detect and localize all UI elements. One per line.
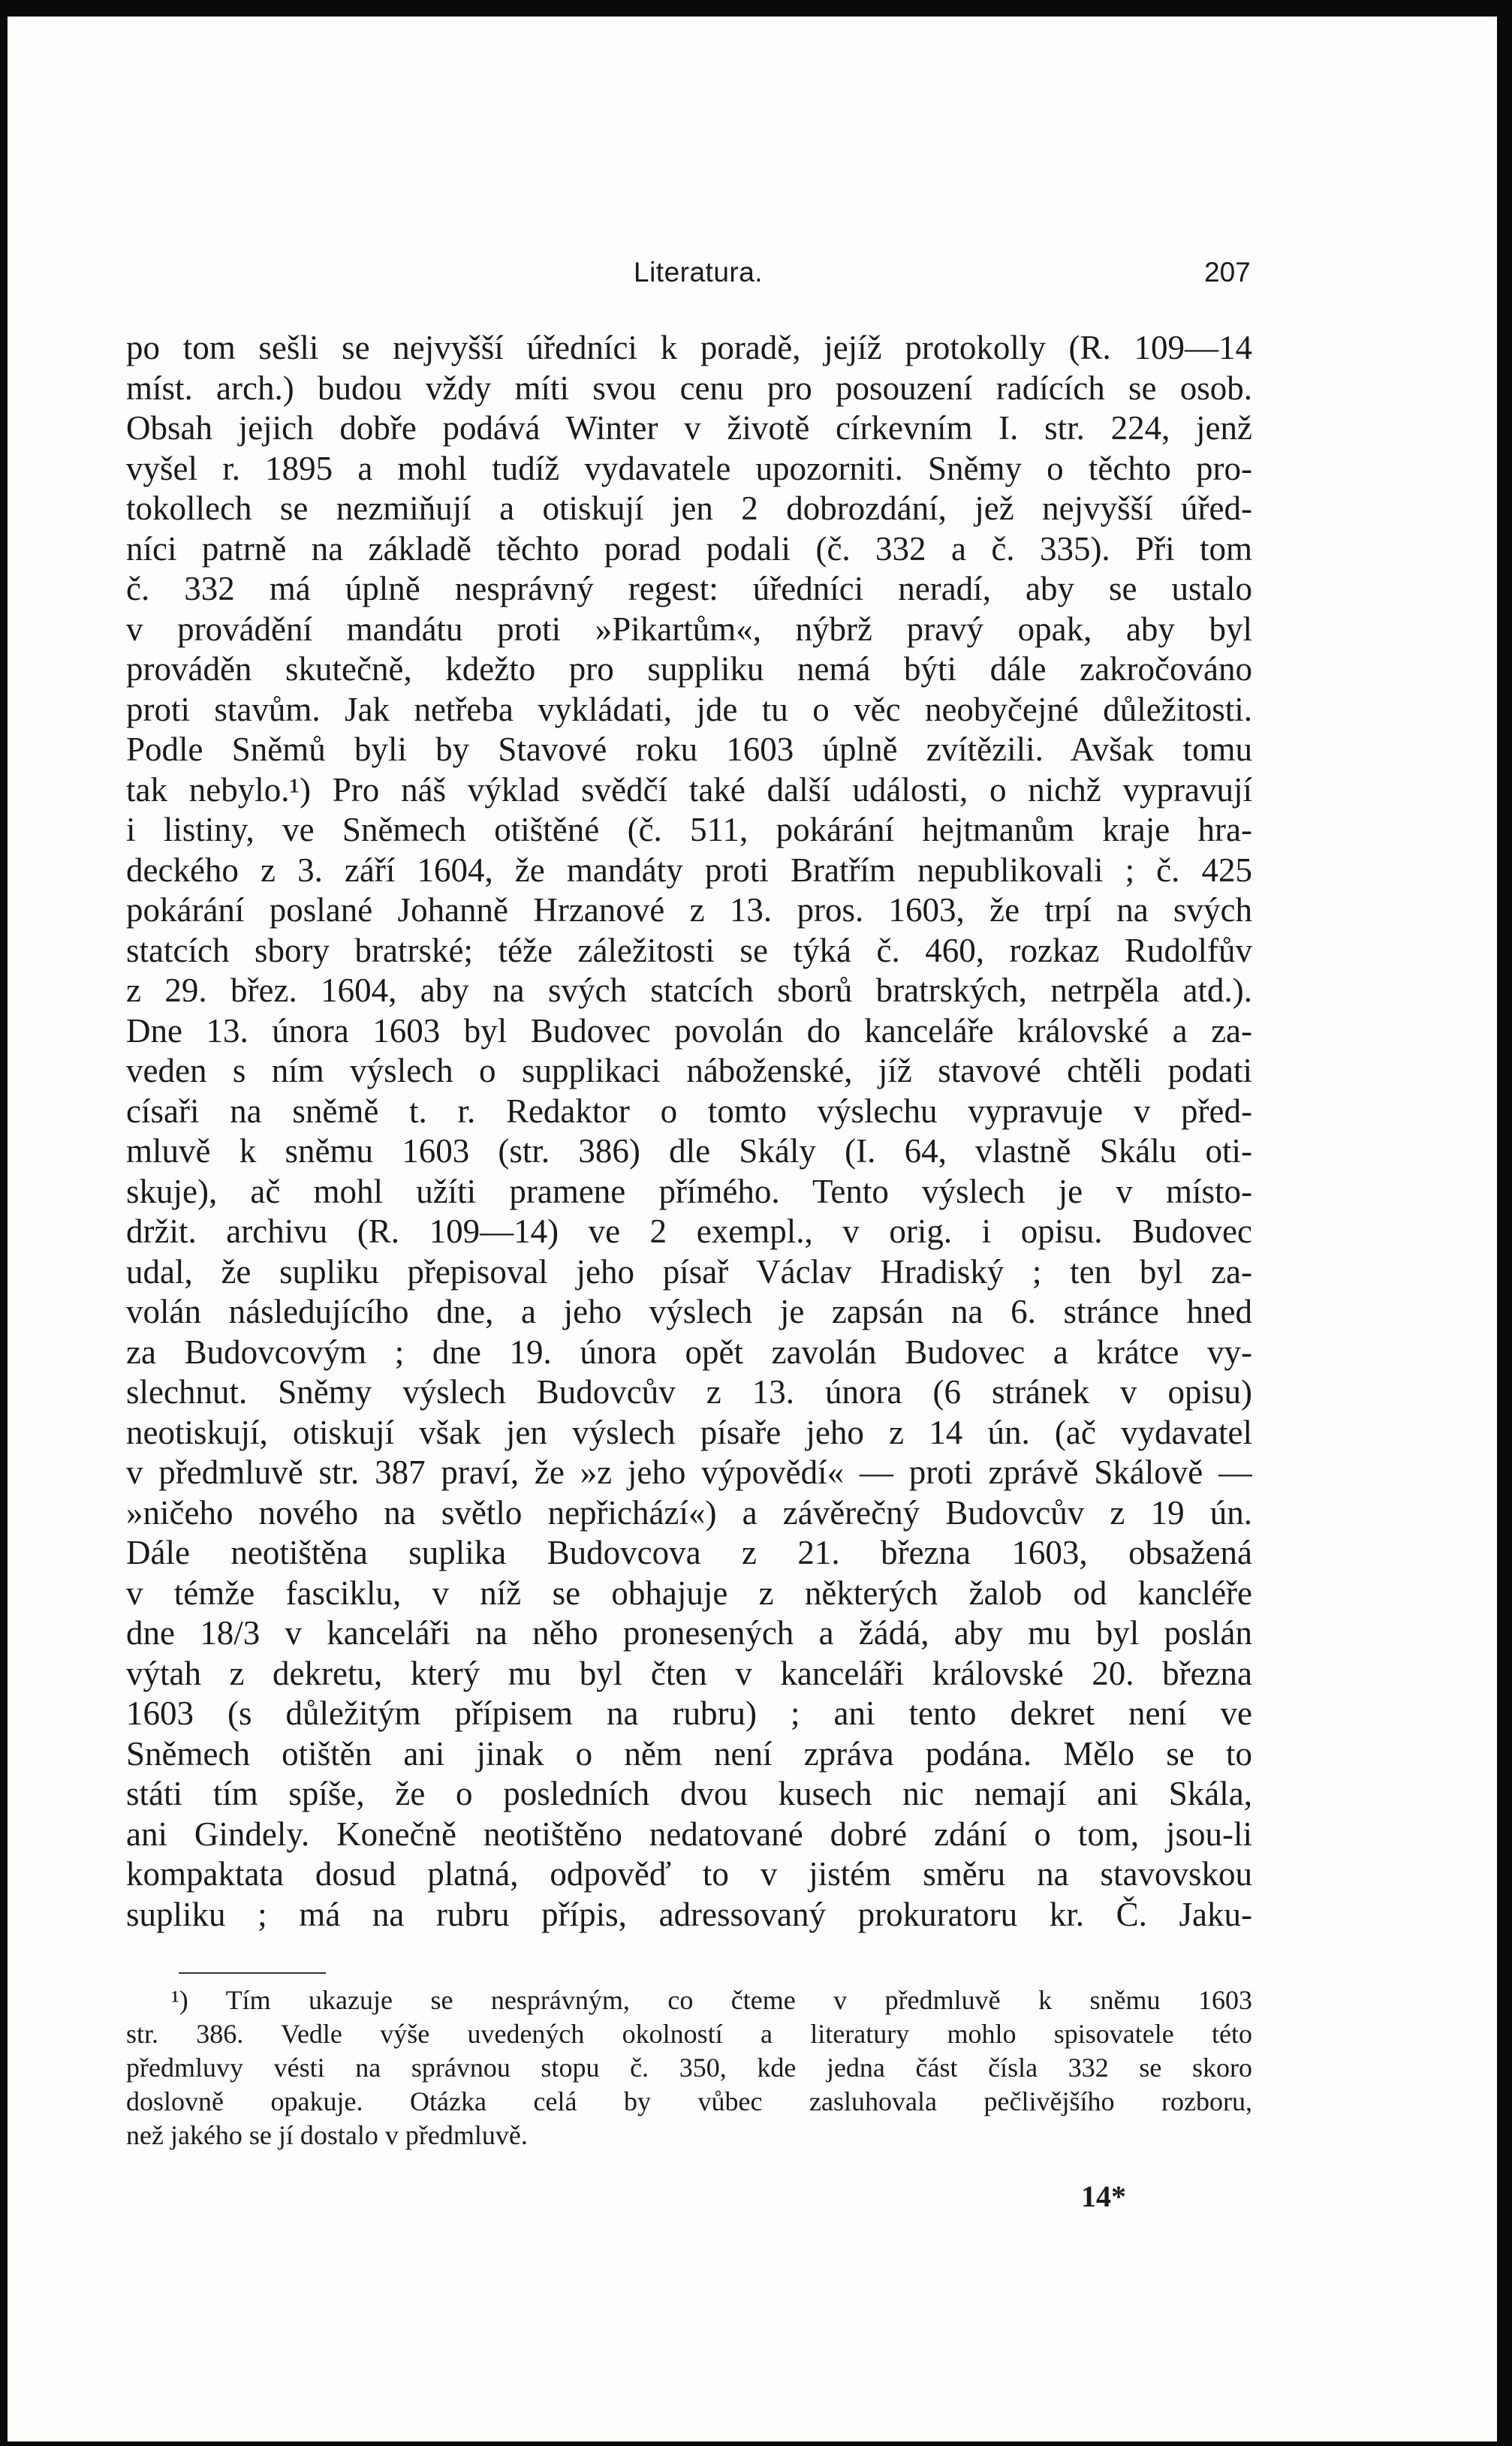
body-line: Dne 13. února 1603 byl Budovec povolán do kanceláře královské a za- — [126, 1011, 1252, 1050]
body-line: volán následujícího dne, a jeho výslech je zapsán na 6. stránce hned — [126, 1293, 1252, 1330]
body-line: č. 332 má úplně nesprávný regest: úředníci neradí, aby se ustalo — [126, 570, 1252, 607]
footnote-line: předmluvy vésti na správnou stopu č. 350, kde jedna část čísla 332 se skoro — [126, 2053, 1252, 2083]
body-line: v provádění mandátu proti »Pikartům«, nýbrž pravý opak, aby byl — [126, 610, 1252, 648]
body-line: za Budovcovým ; dne 19. února opět zavolán Budovec a krátce vy- — [126, 1333, 1252, 1371]
footnote-line: ¹) Tím ukazuje se nesprávným, co čteme v předmluvě k sněmu 1603 — [171, 1985, 1252, 2015]
body-line: z 29. břez. 1604, aby na svých statcích sborů bratrských, netrpěla atd.). — [126, 971, 1252, 1009]
body-line: ani Gindely. Konečně neotištěno nedatované dobré zdání o tom, jsou-li — [126, 1815, 1252, 1853]
footnote-line: než jakého se jí dostalo v předmluvě. — [126, 2120, 528, 2150]
footnote-line: doslovně opakuje. Otázka celá by vůbec zasluhovala pečlivějšího rozboru, — [126, 2086, 1252, 2116]
footnotes — [126, 1984, 1252, 2156]
body-line: tokollech se nezmiňují a otiskují jen 2 dobrozdání, jež nejvyšší úřed- — [126, 490, 1252, 527]
body-line: udal, že supliku přepisoval jeho písař Václav Hradiský ; ten byl za- — [126, 1252, 1252, 1291]
page-number: 207 — [1204, 257, 1251, 288]
footnote-line: str. 386. Vedle výše uvedených okolností a literatury mohlo spisovatele této — [126, 2019, 1252, 2049]
body-line: v témže fasciklu, v níž se obhajuje z některých žalob od kancléře — [126, 1574, 1252, 1612]
body-line: pokárání poslané Johanně Hrzanové z 13. pros. 1603, že trpí na svých — [126, 891, 1252, 929]
body-line: císaři na sněmě t. r. Redaktor o tomto výslechu vypravuje v před- — [126, 1092, 1252, 1130]
body-line: deckého z 3. září 1604, že mandáty proti Bratřím nepublikovali ; č. 425 — [126, 851, 1252, 889]
body-line: statcích sbory bratrské; téže záležitosti se týká č. 460, rozkaz Rudolfův — [126, 931, 1252, 969]
body-line: kompaktata dosud platná, odpověď to v jistém směru na stavovskou — [126, 1855, 1252, 1893]
body-line: tak nebylo.¹) Pro náš výklad svědčí také další události, o nichž vypravují — [126, 770, 1252, 809]
body-line: vyšel r. 1895 a mohl tudíž vydavatele upozorniti. Sněmy o těchto pro- — [126, 449, 1252, 487]
body-line: Podle Sněmů byli by Stavové roku 1603 úplně zvítězili. Avšak tomu — [126, 730, 1252, 768]
body-line: prováděn skutečně, kdežto pro suppliku nemá býti dále zakročováno — [126, 650, 1252, 688]
running-head: Literatura. — [634, 257, 764, 288]
page-header — [8, 257, 1497, 302]
body-line: »ničeho nového na světlo nepřichází«) a závěrečný Budovcův z 19 ún. — [126, 1493, 1252, 1532]
footnote-divider — [179, 1972, 326, 1974]
body-line: proti stavům. Jak netřeba vykládati, jde tu o věc neobyčejné důležitosti. — [126, 690, 1252, 728]
body-line: i listiny, ve Sněmech otištěné (č. 511, pokárání hejtmanům kraje hra- — [126, 811, 1252, 848]
body-line: po tom sešli se nejvyšší úředníci k poradě, jejíž protokolly (R. 109—14 — [126, 329, 1252, 366]
printer-signature-mark: 14* — [1081, 2179, 1126, 2213]
body-line: držit. archivu (R. 109—14) ve 2 exempl., v orig. i opisu. Budovec — [126, 1212, 1252, 1250]
body-line: neotiskují, otiskují však jen výslech písaře jeho z 14 ún. (ač vydavatel — [126, 1413, 1252, 1451]
body-line: Sněmech otištěn ani jinak o něm není zpráva podána. Mělo se to — [126, 1734, 1252, 1773]
body-line: státi tím spíše, že o posledních dvou kusech nic nemají ani Skála, — [126, 1775, 1252, 1812]
body-line: veden s ním výslech o supplikaci náboženské, jíž stavové chtěli podati — [126, 1052, 1252, 1089]
book-page — [8, 17, 1497, 2441]
body-line: míst. arch.) budou vždy míti svou cenu pro posouzení radících se osob. — [126, 369, 1252, 407]
body-line: skuje), ač mohl užíti pramene přímého. Tento výslech je v místo- — [126, 1172, 1252, 1210]
body-line: Dále neotištěna suplika Budovcova z 21. března 1603, obsažená — [126, 1534, 1252, 1571]
body-text — [126, 328, 1252, 1935]
body-line: dne 18/3 v kanceláři na něho pronesených a žádá, aby mu byl poslán — [126, 1614, 1252, 1652]
body-line: níci patrně na základě těchto porad podali (č. 332 a č. 335). Při tom — [126, 529, 1252, 568]
body-line: v předmluvě str. 387 praví, že »z jeho výpovědí« — proti zprávě Skálově — — [126, 1453, 1252, 1491]
body-line: Obsah jejich dobře podává Winter v životě církevním I. str. 224, jenž — [126, 409, 1252, 447]
body-line: výtah z dekretu, který mu byl čten v kanceláři královské 20. března — [126, 1654, 1252, 1692]
body-line: mluvě k sněmu 1603 (str. 386) dle Skály (I. 64, vlastně Skálu oti- — [126, 1132, 1252, 1170]
body-line: supliku ; má na rubru přípis, adressovaný prokuratoru kr. Č. Jaku- — [126, 1895, 1252, 1933]
body-line: slechnut. Sněmy výslech Budovcův z 13. února (6 stránek v opisu) — [126, 1373, 1252, 1411]
body-line: 1603 (s důležitým přípisem na rubru) ; ani tento dekret není ve — [126, 1694, 1252, 1732]
